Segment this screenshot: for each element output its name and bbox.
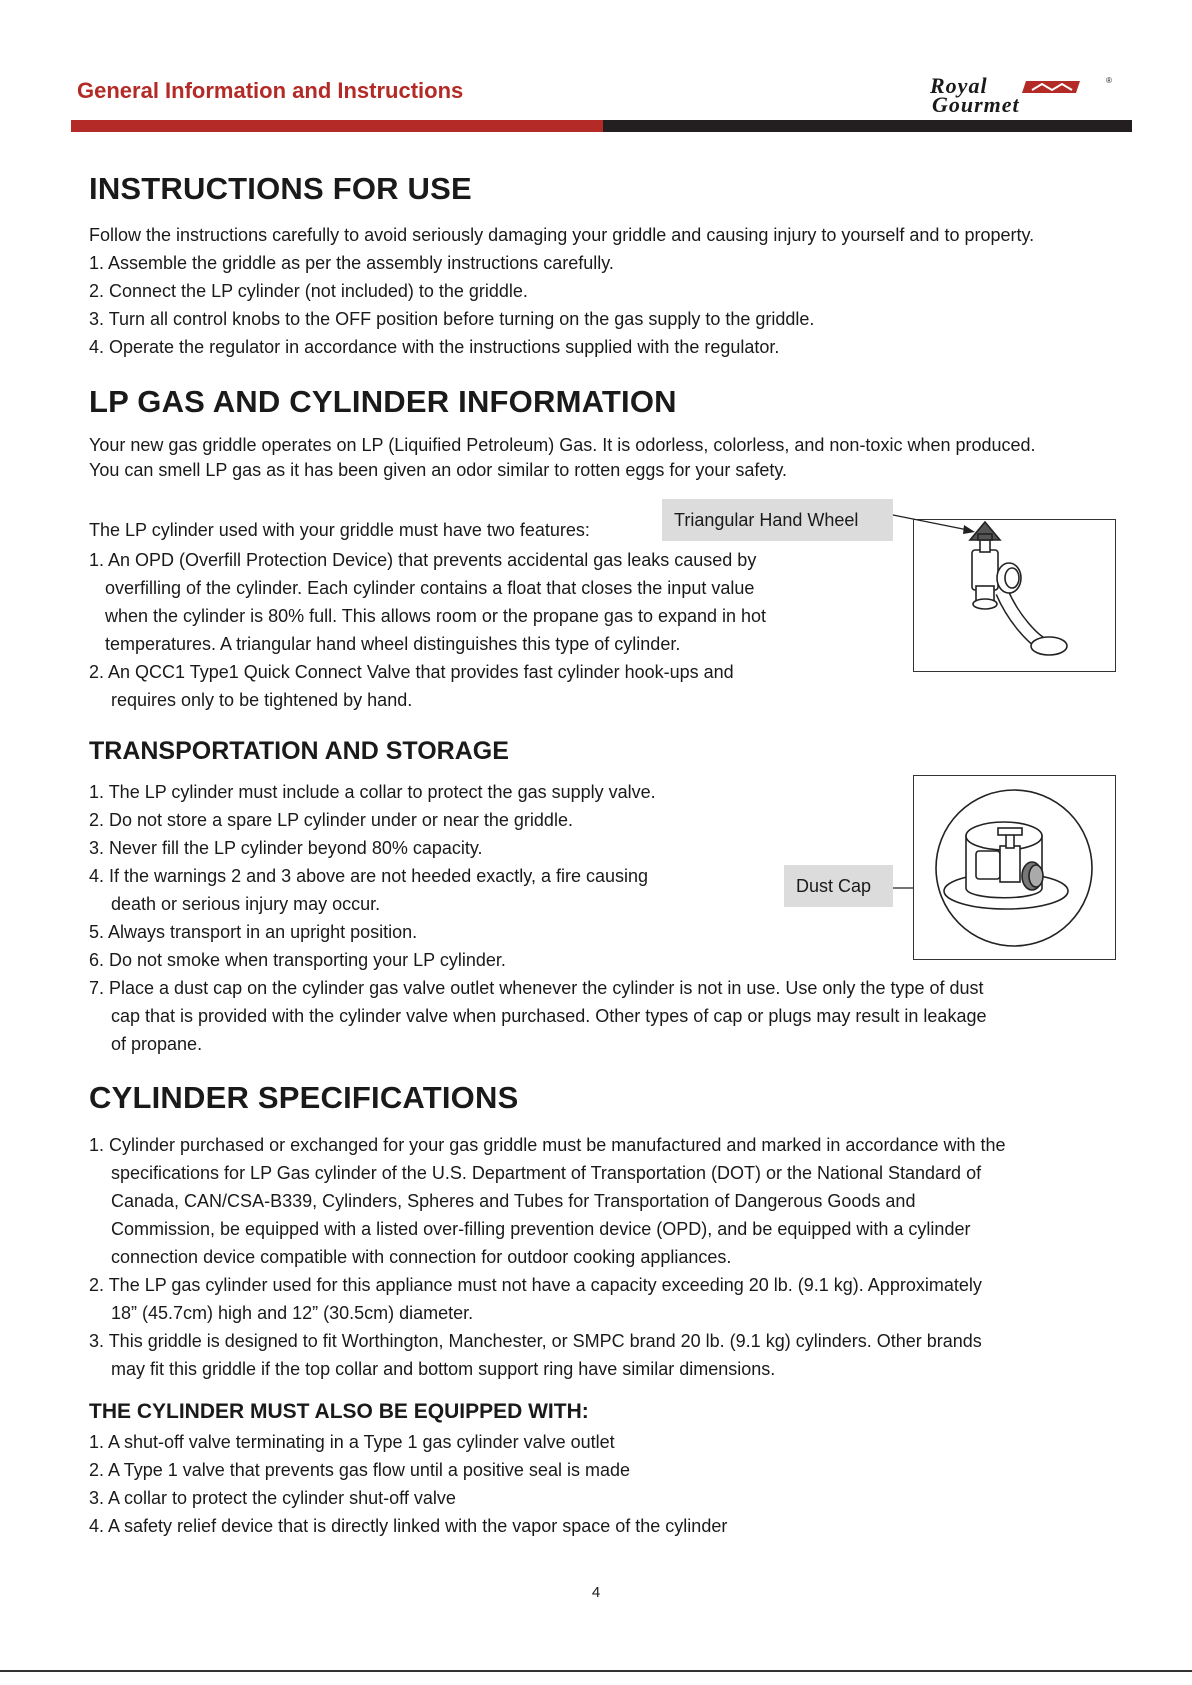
lp-gas-paragraph-line: You can smell LP gas as it has been given an odor similar to rotten eggs for your safety. [89, 460, 788, 480]
spec-item: 3. This griddle is designed to fit Worthington, Manchester, or SMPC brand 20 lb. (9.1 kg) cylinders. Other brands [89, 1331, 982, 1351]
header-bar-dark [603, 120, 1132, 132]
instructions-heading: INSTRUCTIONS FOR USE [89, 171, 472, 206]
cylinder-specs-heading: CYLINDER SPECIFICATIONS [89, 1080, 519, 1115]
feature-item-2: 2. An QCC1 Type1 Quick Connect Valve that provides fast cylinder hook-ups and [89, 662, 734, 682]
royal-gourmet-logo [930, 73, 1112, 117]
spec-item: 1. Cylinder purchased or exchanged for your gas griddle must be manufactured and marked in accordance with the [89, 1135, 1006, 1155]
transport-item: 6. Do not smoke when transporting your LP cylinder. [89, 950, 506, 970]
features-intro: The LP cylinder used with your griddle must have two features: [89, 520, 590, 540]
spec-item: 2. The LP gas cylinder used for this appliance must not have a capacity exceeding 20 lb. (9.1 kg). Approximately [89, 1275, 982, 1295]
instructions-intro: Follow the instructions carefully to avoid seriously damaging your griddle and causing injury to yourself and to property. [89, 225, 1035, 245]
transport-item: 3. Never fill the LP cylinder beyond 80% capacity. [89, 838, 483, 858]
transport-item: 4. If the warnings 2 and 3 above are not heeded exactly, a fire causing [89, 866, 649, 886]
logo-line1: Royal [930, 73, 988, 98]
logo-flag-icon [1022, 80, 1082, 94]
lp-gas-heading: LP GAS AND CYLINDER INFORMATION [89, 384, 677, 419]
header-bar-red [71, 120, 603, 132]
logo-line2: Gourmet [932, 92, 1020, 117]
bottom-rule [0, 1670, 1192, 1672]
feature-item-1-cont: temperatures. A triangular hand wheel distinguishes this type of cylinder. [105, 634, 681, 654]
instruction-item: 4. Operate the regulator in accordance with the instructions supplied with the regulator. [89, 337, 780, 357]
feature-item-2-cont: requires only to be tightened by hand. [111, 690, 413, 710]
spec-item-cont: Canada, CAN/CSA-B339, Cylinders, Spheres and Tubes for Transportation of Dangerous Goods and [111, 1191, 916, 1211]
dust-cap-figure [913, 775, 1116, 960]
spec-item-cont: specifications for LP Gas cylinder of the U.S. Department of Transportation (DOT) or the National Standard of [111, 1163, 982, 1183]
hand-wheel-figure [913, 519, 1116, 672]
triangular-hand-wheel-callout: Triangular Hand Wheel [662, 499, 893, 541]
transport-item-cont: of propane. [111, 1034, 203, 1054]
instruction-item: 2. Connect the LP cylinder (not included) to the griddle. [89, 281, 528, 301]
feature-item-1-cont: when the cylinder is 80% full. This allows room or the propane gas to expand in hot [105, 606, 767, 626]
dust-cap-illustration [914, 776, 1114, 958]
transport-item: 7. Place a dust cap on the cylinder gas valve outlet whenever the cylinder is not in use. Use only the type of dust [89, 978, 984, 998]
transport-item: 1. The LP cylinder must include a collar to protect the gas supply valve. [89, 782, 656, 802]
feature-item-1: 1. An OPD (Overfill Protection Device) that prevents accidental gas leaks caused by [89, 550, 757, 570]
equipped-with-heading: THE CYLINDER MUST ALSO BE EQUIPPED WITH: [89, 1400, 589, 1423]
transport-item: 5. Always transport in an upright position. [89, 922, 418, 942]
lp-gas-paragraph-line: Your new gas griddle operates on LP (Liquified Petroleum) Gas. It is odorless, colorless, and non-toxic when produced. [89, 435, 1036, 455]
equipped-item: 3. A collar to protect the cylinder shut-off valve [89, 1488, 456, 1508]
transport-item-cont: cap that is provided with the cylinder valve when purchased. Other types of cap or plugs may result in leakage [111, 1006, 987, 1026]
transportation-heading: TRANSPORTATION AND STORAGE [89, 737, 509, 765]
triangular-hand-wheel-illustration [914, 520, 1114, 670]
dust-cap-callout: Dust Cap [784, 865, 893, 907]
page-number: 4 [591, 1584, 601, 1601]
equipped-item: 1. A shut-off valve terminating in a Type 1 gas cylinder valve outlet [89, 1432, 615, 1452]
spec-item-cont: Commission, be equipped with a listed over-filling prevention device (OPD), and be equipped with a cylinder [111, 1219, 971, 1239]
equipped-item: 2. A Type 1 valve that prevents gas flow until a positive seal is made [89, 1460, 630, 1480]
registered-mark: ® [1106, 76, 1112, 85]
equipped-item: 4. A safety relief device that is directly linked with the vapor space of the cylinder [89, 1516, 728, 1536]
transport-item-cont: death or serious injury may occur. [111, 894, 381, 914]
spec-item-cont: 18” (45.7cm) high and 12” (30.5cm) diameter. [111, 1303, 474, 1323]
spec-item-cont: may fit this griddle if the top collar and bottom support ring have similar dimensions. [111, 1359, 776, 1379]
page-section-title: General Information and Instructions [77, 78, 464, 103]
transport-item: 2. Do not store a spare LP cylinder under or near the griddle. [89, 810, 573, 830]
instruction-item: 1. Assemble the griddle as per the assembly instructions carefully. [89, 253, 614, 273]
feature-item-1-cont: overfilling of the cylinder. Each cylinder contains a float that closes the input value [105, 578, 755, 598]
spec-item-cont: connection device compatible with connection for outdoor cooking appliances. [111, 1247, 732, 1267]
instruction-item: 3. Turn all control knobs to the OFF position before turning on the gas supply to the griddle. [89, 309, 815, 329]
